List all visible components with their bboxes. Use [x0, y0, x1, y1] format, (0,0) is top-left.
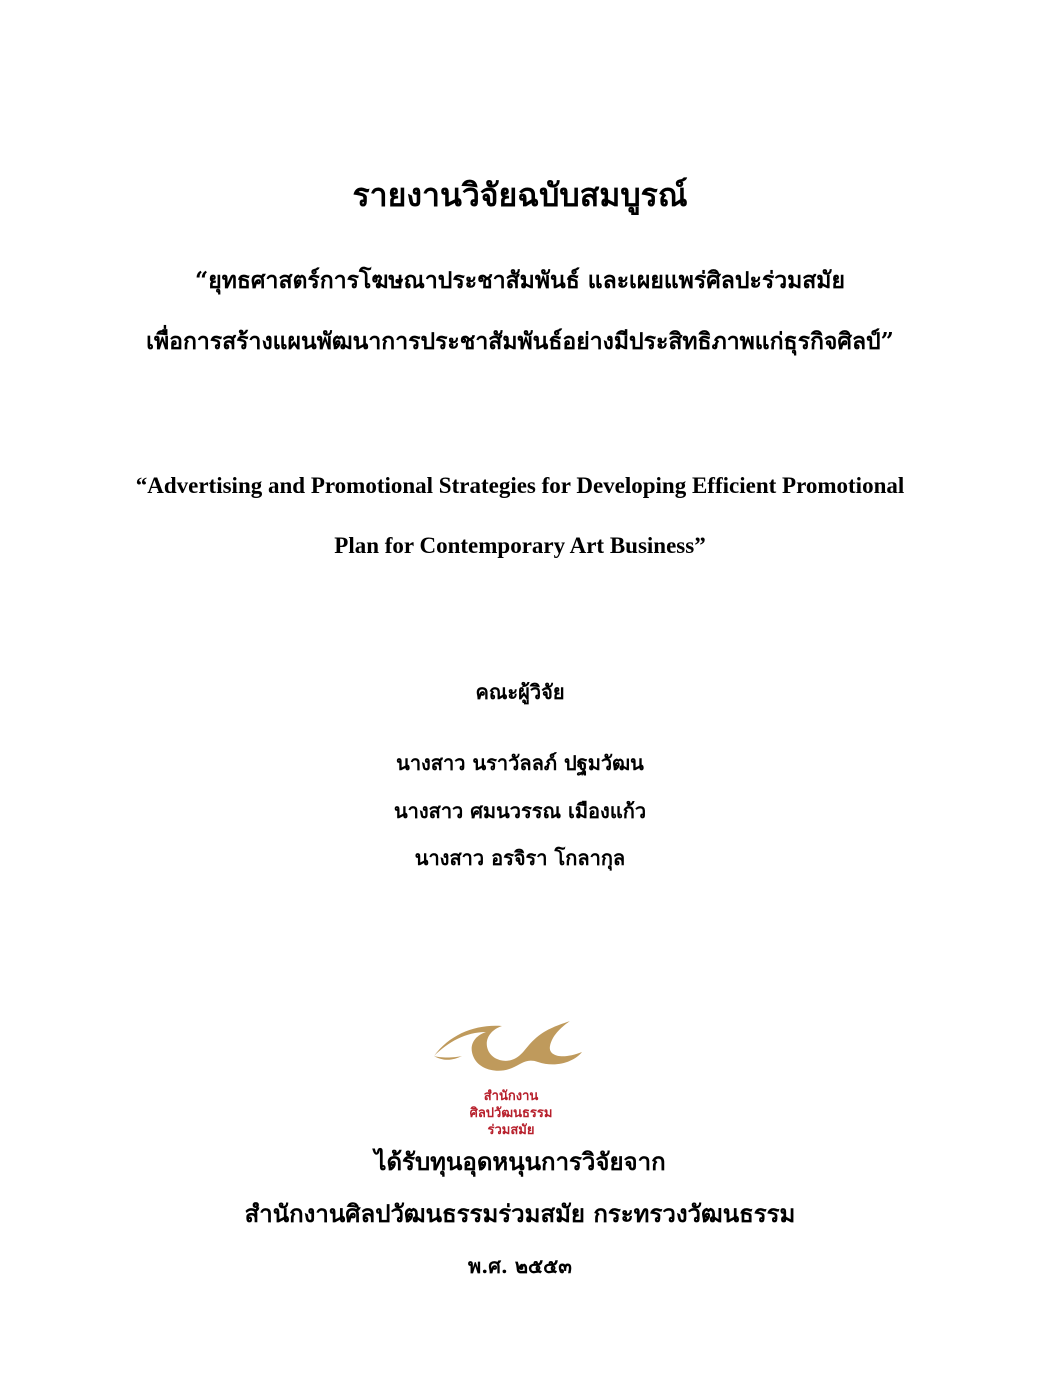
english-title-line-2: Plan for Contemporary Art Business” [334, 533, 706, 558]
thai-title-line-1: “ยุทธศาสตร์การโฆษณาประชาสัมพันธ์ และเผยแพร่ศิลปะร่วมสมัย [195, 267, 845, 294]
ocac-logo [432, 1018, 590, 1136]
ocac-wave-emblem-icon [432, 1018, 590, 1088]
report-title: รายงานวิจัยฉบับสมบูรณ์ [352, 176, 688, 214]
logo-text-line: สำนักงาน [483, 1089, 539, 1104]
researcher-name: นางสาว นราวัลลภ์ ปฐมวัฒน [396, 751, 644, 775]
publication-year: พ.ศ. ๒๕๕๓ [468, 1254, 572, 1278]
research-team-heading: คณะผู้วิจัย [475, 680, 565, 704]
logo-text-line: ร่วมสมัย [487, 1123, 535, 1138]
thai-title-line-2: เพื่อการสร้างแผนพัฒนาการประชาสัมพันธ์อย่างมีประสิทธิภาพแก่ธุรกิจศิลป์” [146, 328, 894, 355]
researcher-name: นางสาว ศมนวรรณ เมืองแก้ว [393, 799, 647, 823]
funding-statement: ได้รับทุนอุดหนุนการวิจัยจาก [374, 1147, 666, 1176]
researcher-name: นางสาว อรจิรา โกลากุล [414, 846, 626, 870]
english-title-line-1: “Advertising and Promotional Strategies for Developing Efficient Promotional [135, 473, 905, 498]
logo-text-line: ศิลปวัฒนธรรม [469, 1106, 553, 1121]
funding-agency: สำนักงานศิลปวัฒนธรรมร่วมสมัย กระทรวงวัฒนธรรม [244, 1199, 796, 1228]
